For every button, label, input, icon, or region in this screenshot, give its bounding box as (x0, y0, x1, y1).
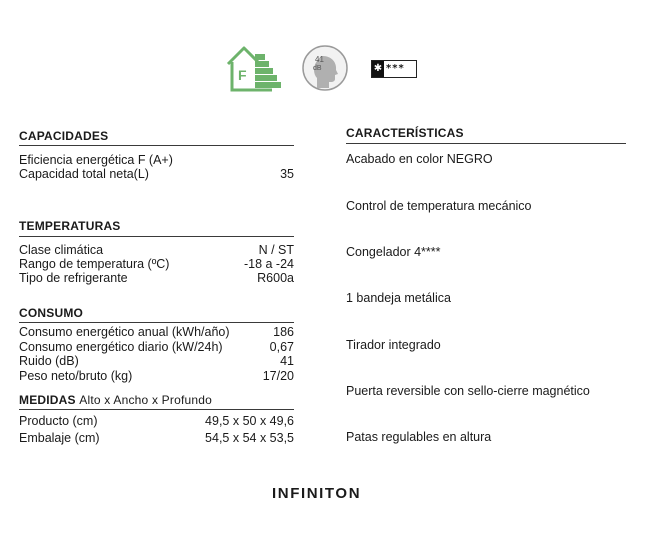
temperaturas-row (19, 271, 294, 286)
medidas-rule (19, 409, 294, 410)
temperaturas-rule (19, 236, 294, 237)
row-value: -18 a -24 (243, 257, 294, 271)
row-label: Embalaje (cm) (19, 431, 100, 445)
capacidades-title: CAPACIDADES (19, 129, 109, 143)
row-label: Peso neto/bruto (kg) (19, 369, 133, 383)
medidas-title (19, 393, 212, 407)
feature-item: 1 bandeja metálica (346, 291, 451, 305)
row-value: R600a (257, 271, 294, 285)
consumo-row (19, 325, 294, 340)
capacidades-row (19, 153, 294, 168)
noise-unit: dB (313, 65, 322, 72)
energy-house-icon (222, 40, 284, 95)
freezer-big-star: ✱ (372, 61, 384, 77)
capacidades-row (19, 167, 294, 182)
energy-class-letter: F (238, 67, 247, 83)
row-value: 17/20 (262, 369, 294, 383)
freezer-stars: *** (386, 63, 405, 74)
medidas-title-text: MEDIDAS (19, 393, 76, 407)
medidas-subtitle: Alto x Ancho x Profundo (79, 393, 212, 407)
noise-value: 41 (315, 55, 324, 64)
row-label: Rango de temperatura (ºC) (19, 257, 170, 271)
row-label: Tipo de refrigerante (19, 271, 128, 285)
row-label: Producto (cm) (19, 414, 98, 428)
consumo-rule (19, 322, 294, 323)
medidas-row (19, 414, 294, 429)
row-value: 54,5 x 54 x 53,5 (205, 431, 294, 445)
consumo-row (19, 369, 294, 384)
temperaturas-title: TEMPERATURAS (19, 219, 121, 233)
row-label: Consumo energético anual (kWh/año) (19, 325, 230, 339)
noise-icon (301, 44, 349, 92)
temperaturas-row (19, 257, 294, 272)
feature-item: Puerta reversible con sello-cierre magnético (346, 384, 590, 398)
consumo-row (19, 354, 294, 369)
brand-logo: INFINITON (272, 485, 362, 502)
row-value: 186 (273, 325, 294, 339)
row-value: 0,67 (269, 340, 294, 354)
caracteristicas-title: CARACTERÍSTICAS (346, 126, 464, 140)
feature-item: Acabado en color NEGRO (346, 152, 493, 166)
row-value: N / ST (258, 243, 294, 257)
consumo-title: CONSUMO (19, 306, 84, 320)
row-value: 35 (280, 167, 294, 181)
row-label: Consumo energético diario (kW/24h) (19, 340, 223, 354)
feature-item: Control de temperatura mecánico (346, 199, 532, 213)
row-label: Eficiencia energética F (A+) (19, 153, 173, 167)
row-label: Ruido (dB) (19, 354, 79, 368)
row-label: Capacidad total neta(L) (19, 167, 149, 181)
row-label: Clase climática (19, 243, 104, 257)
temperaturas-row (19, 243, 294, 258)
consumo-row (19, 340, 294, 355)
row-value: 49,5 x 50 x 49,6 (205, 414, 294, 428)
icon-strip (222, 40, 422, 100)
capacidades-rule (19, 145, 294, 146)
row-value: 41 (280, 354, 294, 368)
freezer-star-icon (371, 60, 417, 78)
caracteristicas-rule (346, 143, 626, 144)
feature-item: Patas regulables en altura (346, 430, 492, 444)
feature-item: Congelador 4**** (346, 245, 441, 259)
feature-item: Tirador integrado (346, 338, 441, 352)
medidas-row (19, 431, 294, 446)
